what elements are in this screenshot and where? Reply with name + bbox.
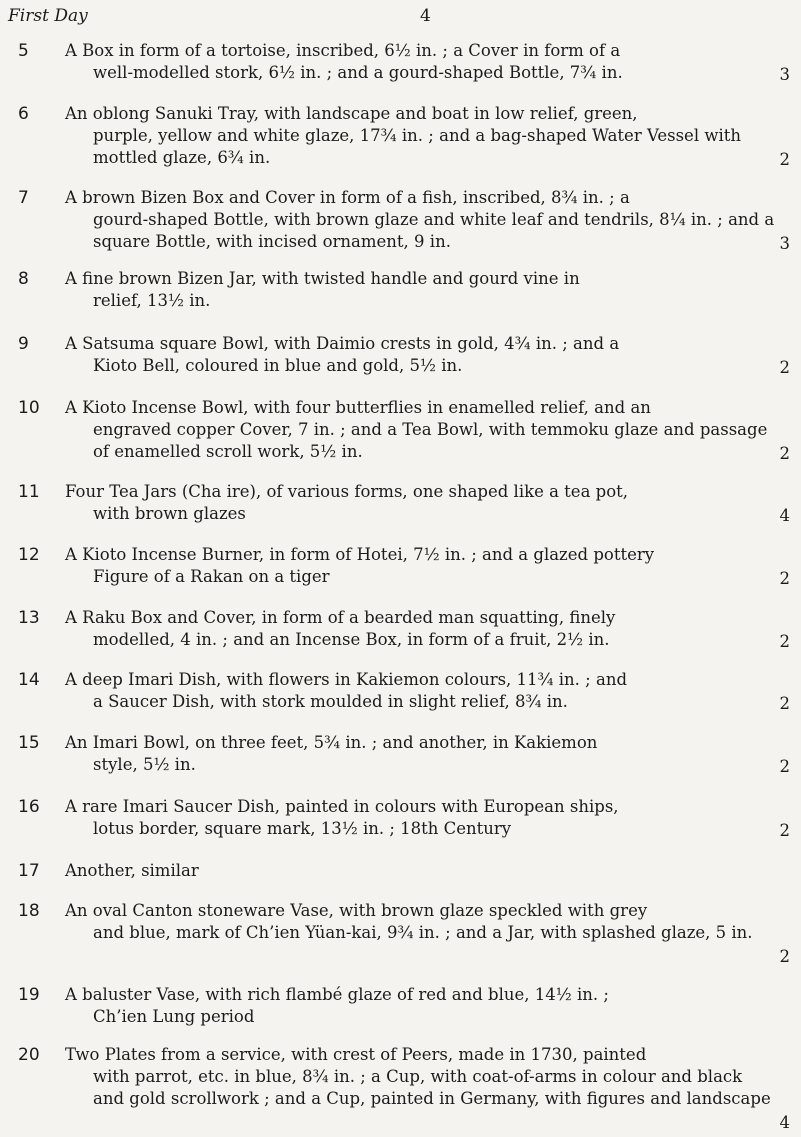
lot-entry [0,103,790,171]
lot-entry [0,544,790,590]
lot-description: A rare Imari Saucer Dish, painted in colours with European ships, lotus border, square mark, 13½ in. ; 18th Century [65,797,619,838]
lot-entry [0,333,790,379]
lot-quantity: 4 [779,506,790,525]
lot-quantity: 3 [779,234,790,253]
lot-entry [0,669,790,715]
lot-entry [0,860,790,884]
lot-number: 19 [18,985,40,1005]
lot-description: A Satsuma square Bowl, with Daimio crests in gold, 4¾ in. ; and a Kioto Bell, coloured in blue and gold, 5½ in. [65,334,620,375]
lot-description: An oblong Sanuki Tray, with landscape and boat in low relief, green, purple, yellow and white glaze, 17¾ in. ; and a bag-shaped Water Vessel with mottled glaze, 6¾ in. [65,104,741,167]
lot-description: A fine brown Bizen Jar, with twisted handle and gourd vine in relief, 13½ in. [65,269,580,310]
lot-description: A Kioto Incense Bowl, with four butterflies in enamelled relief, and an engraved copper Cover, 7 in. ; and a Tea Bowl, with temmoku glaze and passage of enamelled scroll work, 5½ in. [65,398,768,461]
lot-number: 5 [18,41,29,61]
lot-number: 20 [18,1045,40,1065]
lot-entry [0,481,790,527]
lot-number: 17 [18,861,40,881]
lot-description: A deep Imari Dish, with flowers in Kakiemon colours, 11¾ in. ; and a Saucer Dish, with stork moulded in slight relief, 8¾ in. [65,670,628,711]
lot-number: 10 [18,398,40,418]
lot-number: 11 [18,482,40,502]
lot-description: A brown Bizen Box and Cover in form of a fish, inscribed, 8¾ in. ; a gourd-shaped Bottle, with brown glaze and white leaf and tendrils, 8¼ in. ; and a square Bottle, with incised ornament, 9 in. [65,188,775,251]
lot-quantity: 2 [779,150,790,169]
lot-quantity: 2 [779,569,790,588]
lot-quantity: 2 [779,947,790,966]
lot-quantity: 2 [779,358,790,377]
lot-quantity: 4 [779,1113,790,1132]
lot-description: A baluster Vase, with rich flambé glaze of red and blue, 14½ in. ; Ch’ien Lung period [65,985,609,1026]
page-number: 4 [420,6,431,26]
lot-entry [0,607,790,653]
lot-number: 16 [18,797,40,817]
lot-number: 18 [18,901,40,921]
lot-number: 8 [18,269,29,289]
lot-quantity: 2 [779,694,790,713]
lot-description: Two Plates from a service, with crest of Peers, made in 1730, painted with parrot, etc. in blue, 8¾ in. ; a Cup, with coat-of-arms in colour and black and gold scrollwork ; and a Cup, painted in Germany, with figures and landscape [65,1045,771,1108]
lot-entry [0,187,790,255]
page-header [8,6,788,30]
lot-description: An Imari Bowl, on three feet, 5¾ in. ; and another, in Kakiemon style, 5½ in. [65,733,598,774]
lot-entry [0,796,790,842]
lot-quantity: 2 [779,632,790,651]
lot-entry [0,900,790,968]
lot-quantity: 2 [779,444,790,463]
lot-number: 6 [18,104,29,124]
lot-entry [0,732,790,778]
lot-description: Another, similar [65,861,199,880]
lot-number: 13 [18,608,40,628]
lot-description: A Box in form of a tortoise, inscribed, 6½ in. ; a Cover in form of a well-modelled stork, 6½ in. ; and a gourd-shaped Bottle, 7¾ in. [65,41,623,82]
lot-entry [0,984,790,1030]
lot-description: A Kioto Incense Burner, in form of Hotei, 7½ in. ; and a glazed pottery Figure of a Rakan on a tiger [65,545,655,586]
lot-number: 15 [18,733,40,753]
lot-entry [0,268,790,314]
running-head: First Day [8,6,88,26]
lot-number: 7 [18,188,29,208]
lot-number: 12 [18,545,40,565]
lot-entry [0,1044,790,1134]
lot-quantity: 2 [779,757,790,776]
lot-quantity: 2 [779,821,790,840]
lot-description: A Raku Box and Cover, in form of a bearded man squatting, finely modelled, 4 in. ; and an Incense Box, in form of a fruit, 2½ in. [65,608,616,649]
lot-description: Four Tea Jars (Cha ire), of various forms, one shaped like a tea pot, with brown glazes [65,482,629,523]
lot-number: 9 [18,334,29,354]
lot-description: An oval Canton stoneware Vase, with brown glaze speckled with grey and blue, mark of Ch’ien Yüan-kai, 9¾ in. ; and a Jar, with splashed glaze, 5 in. [65,901,753,942]
lot-quantity: 3 [779,65,790,84]
lot-entry [0,397,790,465]
lot-number: 14 [18,670,40,690]
lot-entry [0,40,790,86]
